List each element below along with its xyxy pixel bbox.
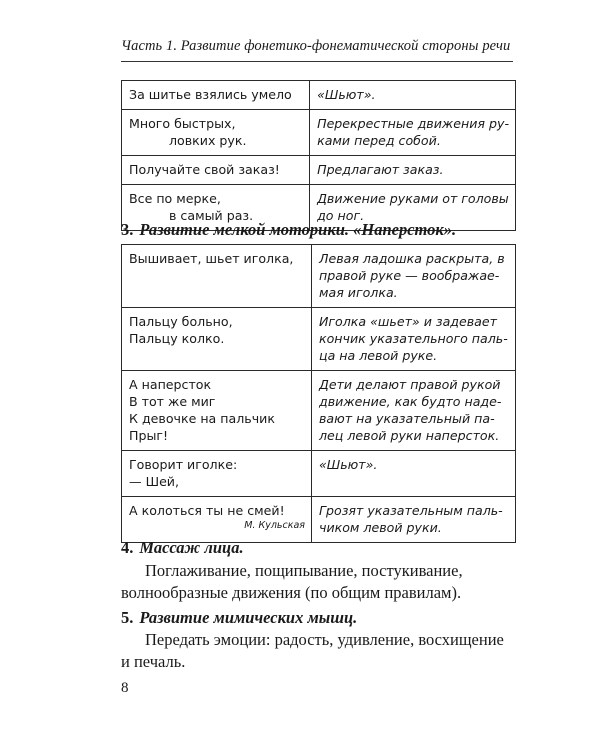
- movement-cell: [312, 308, 516, 371]
- movement-cell: [310, 110, 516, 156]
- movement-line: кончик указательного паль-: [319, 331, 508, 346]
- section-heading-4: [121, 538, 521, 558]
- movement-line: движение, как будто наде-: [319, 394, 502, 409]
- rhyme-line: А наперсток: [129, 377, 212, 392]
- movement-line: до ног.: [317, 208, 365, 223]
- movement-line: вают на указательный па-: [319, 411, 495, 426]
- movement-line: чиком левой руки.: [319, 520, 442, 535]
- rhyme-line: Вышивает, шьет иголка,: [129, 251, 294, 266]
- section-title: Развитие мимических мышц.: [139, 608, 358, 627]
- movement-line: лец левой руки наперсток.: [319, 428, 500, 443]
- movement-cell: [312, 245, 516, 308]
- section-4-paragraph: Поглаживание, пощипывание, постукивание, волнообразные движения (по общим правилам).: [121, 561, 463, 602]
- rhyme-text-cell: [122, 81, 310, 110]
- movement-line: Перекрестные движения ру-: [317, 116, 509, 131]
- movement-line: Грозят указательным паль-: [319, 503, 503, 518]
- section-5-paragraph: Передать эмоции: радость, удивление, восхищение и печаль.: [121, 630, 504, 671]
- rhyme-line: — Шей,: [129, 474, 179, 489]
- rhyme-text-cell: [122, 245, 312, 308]
- movement-line: «Шьют».: [319, 457, 378, 472]
- rhyme-text-cell: [122, 110, 310, 156]
- rhyme-line: Получайте свой заказ!: [129, 162, 280, 177]
- header-rule: [121, 61, 513, 62]
- table-row: [122, 497, 516, 543]
- page-number: 8: [121, 680, 129, 696]
- rhyme-text-cell: [122, 497, 312, 543]
- rhyme-table-1: [121, 80, 516, 231]
- table-row: [122, 81, 516, 110]
- movement-line: Иголка «шьет» и задевает: [319, 314, 497, 329]
- poem-author: М. Кульская: [244, 520, 305, 531]
- rhyme-text-cell: [122, 371, 312, 451]
- rhyme-line: Все по мерке,: [129, 191, 221, 206]
- rhyme-text-cell: [122, 156, 310, 185]
- movement-line: правой руке — воображае-: [319, 268, 500, 283]
- rhyme-line: ловких рук.: [169, 133, 247, 148]
- movement-cell: [312, 497, 516, 543]
- section-title: Развитие мелкой моторики. «Наперсток».: [139, 220, 457, 239]
- rhyme-line: За шитье взялись умело: [129, 87, 292, 102]
- rhyme-line: в самый раз.: [169, 208, 254, 223]
- movement-cell: [312, 371, 516, 451]
- rhyme-line: А колоться ты не смей!: [129, 503, 285, 518]
- rhyme-line: Говорит иголке:: [129, 457, 238, 472]
- movement-line: мая иголка.: [319, 285, 398, 300]
- movement-line: ками перед собой.: [317, 133, 441, 148]
- table-row: [122, 110, 516, 156]
- movement-line: Движение руками от головы: [317, 191, 509, 206]
- rhyme-text-cell: [122, 451, 312, 497]
- rhyme-line: К девочке на пальчик: [129, 411, 275, 426]
- table-row: [122, 308, 516, 371]
- table-row: [122, 371, 516, 451]
- movement-line: Левая ладошка раскрыта, в: [319, 251, 505, 266]
- section-number: 3.: [121, 220, 134, 239]
- running-header: Часть 1. Развитие фонетико-фонематической стороны речи: [121, 38, 511, 54]
- table-row: [122, 245, 516, 308]
- movement-line: Предлагают заказ.: [317, 162, 444, 177]
- rhyme-text-cell: [122, 308, 312, 371]
- rhyme-line: Пальцу больно,: [129, 314, 233, 329]
- rhyme-line: Пальцу колко.: [129, 331, 225, 346]
- rhyme-table-2: [121, 244, 516, 543]
- movement-line: ца на левой руке.: [319, 348, 438, 363]
- section-heading-3: [121, 220, 521, 240]
- rhyme-line: Много быстрых,: [129, 116, 236, 131]
- movement-cell: [310, 81, 516, 110]
- movement-cell: [310, 156, 516, 185]
- section-title: Массаж лица.: [139, 538, 244, 557]
- movement-cell: [312, 451, 516, 497]
- table-row: [122, 451, 516, 497]
- section-heading-5: [121, 608, 521, 628]
- section-number: 5.: [121, 608, 134, 627]
- section-number: 4.: [121, 538, 134, 557]
- table-row: [122, 156, 516, 185]
- movement-line: «Шьют».: [317, 87, 376, 102]
- rhyme-line: В тот же миг: [129, 394, 216, 409]
- movement-line: Дети делают правой рукой: [319, 377, 501, 392]
- rhyme-line: Прыг!: [129, 428, 169, 443]
